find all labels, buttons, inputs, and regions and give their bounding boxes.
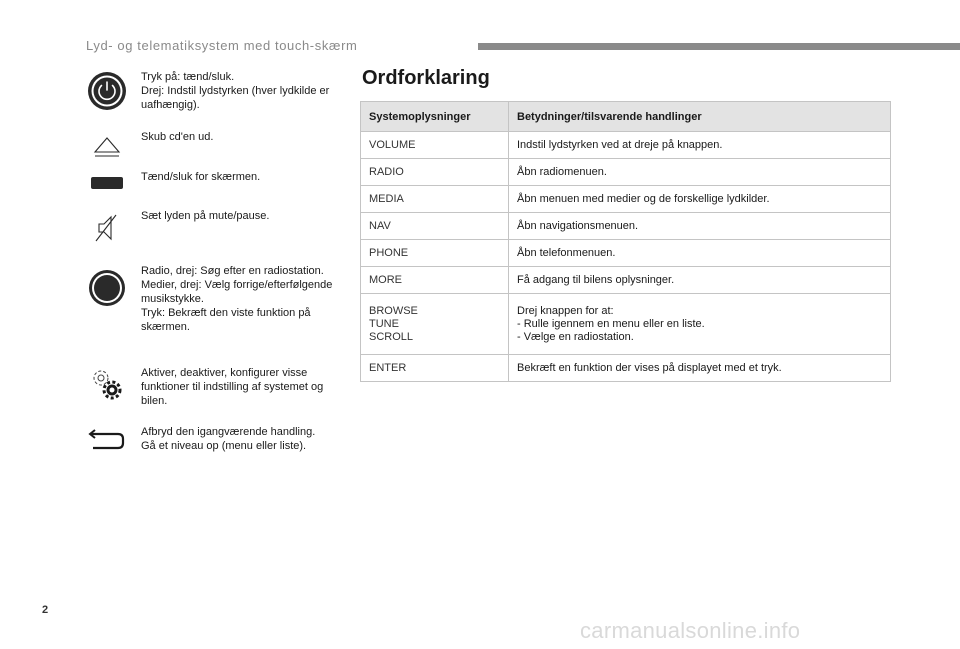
term-cell: ENTER [361, 355, 509, 382]
control-text: Radio, drej: Søg efter en radiostation. Medier, drej: Vælg forrige/efterfølgende musikstykke. Tryk: Bekræft den viste funktion på skærmen. [141, 265, 333, 333]
column-header-system-info: Systemoplysninger [361, 102, 509, 132]
term-cell: MORE [361, 267, 509, 294]
meaning-cell: Åbn telefonmenuen. [509, 240, 891, 267]
control-item-mute [82, 210, 270, 244]
mute-icon [82, 212, 132, 244]
meaning-cell: Åbn radiomenuen. [509, 159, 891, 186]
control-text: Aktiver, deaktiver, konfigurer visse funktioner til indstilling af systemet og bilen. [141, 367, 324, 407]
settings-gears-icon [82, 366, 132, 404]
meaning-cell: Indstil lydstyrken ved at dreje på knappen. [509, 132, 891, 159]
table-row [361, 294, 891, 355]
rotary-knob-icon [82, 268, 132, 308]
page-number: 2 [42, 604, 49, 616]
header-bar [478, 43, 960, 50]
control-item-screen [82, 171, 261, 190]
meaning-cell: Få adgang til bilens oplysninger. [509, 267, 891, 294]
control-item-eject [82, 131, 214, 158]
watermark: carmanualsonline.info [580, 618, 801, 643]
table-row [361, 213, 891, 240]
control-text: Afbryd den igangværende handling. Gå et niveau op (menu eller liste). [141, 426, 316, 452]
table-row [361, 355, 891, 382]
meaning-cell [509, 294, 891, 355]
power-button-icon [82, 70, 132, 112]
control-text: Skub cd'en ud. [141, 131, 214, 143]
header-title: Lyd- og telematiksystem med touch-skærm [86, 38, 358, 53]
control-text: Tænd/sluk for skærmen. [141, 171, 261, 183]
control-item-power [82, 70, 330, 112]
meaning-text: Drej knappen for at: - Rulle igennem en menu eller en liste. - Vælge en radiostation. [517, 304, 705, 343]
control-item-back [82, 426, 316, 454]
table-row [361, 159, 891, 186]
term-text: BROWSE TUNE SCROLL [369, 304, 418, 343]
term-cell: PHONE [361, 240, 509, 267]
term-cell: NAV [361, 213, 509, 240]
eject-icon [82, 136, 132, 158]
control-item-knob [82, 265, 333, 333]
term-cell [361, 294, 509, 355]
control-item-settings [82, 366, 324, 407]
control-text: Sæt lyden på mute/pause. [141, 210, 270, 222]
section-title: Ordforklaring [362, 67, 490, 89]
screen-toggle-icon [82, 176, 132, 190]
term-cell: RADIO [361, 159, 509, 186]
term-cell: MEDIA [361, 186, 509, 213]
table-row [361, 186, 891, 213]
meaning-cell: Åbn navigationsmenuen. [509, 213, 891, 240]
meaning-cell: Bekræft en funktion der vises på displayet med et tryk. [509, 355, 891, 382]
table-header-row [361, 102, 891, 132]
control-text: Tryk på: tænd/sluk. Drej: Indstil lydstyrken (hver lydkilde er uafhængig). [141, 71, 330, 111]
column-header-meaning: Betydninger/tilsvarende handlinger [509, 102, 891, 132]
table-row [361, 267, 891, 294]
back-arrow-icon [82, 428, 132, 454]
term-cell: VOLUME [361, 132, 509, 159]
table-row [361, 240, 891, 267]
glossary-table [360, 101, 891, 382]
meaning-cell: Åbn menuen med medier og de forskellige lydkilder. [509, 186, 891, 213]
table-row [361, 132, 891, 159]
